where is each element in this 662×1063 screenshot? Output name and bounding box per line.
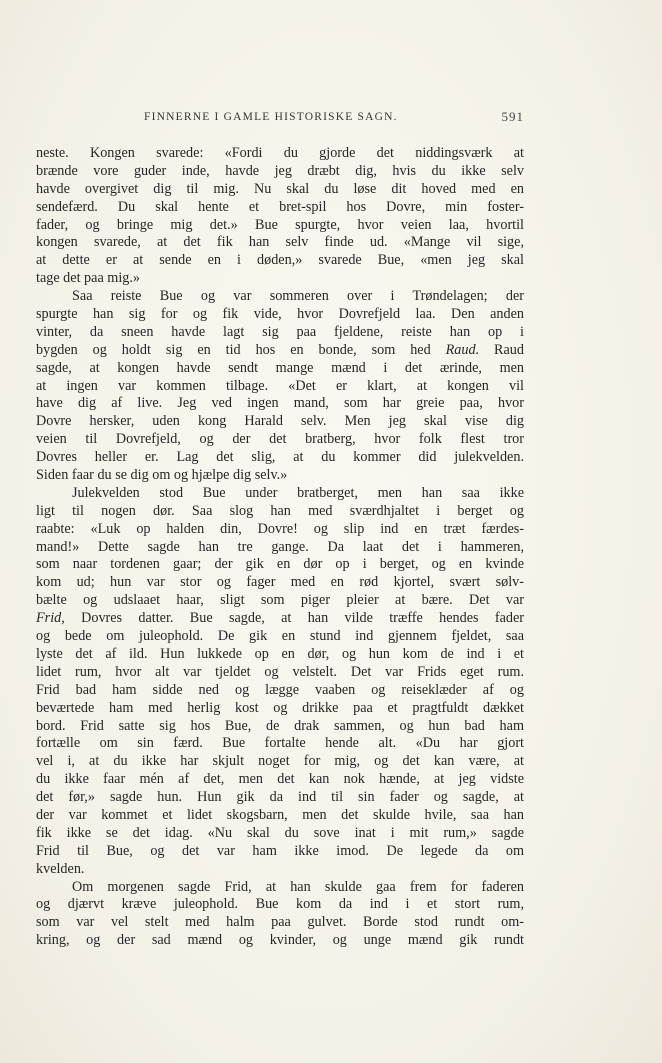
text-line	[36, 807, 524, 825]
text-line	[36, 217, 524, 235]
text-line	[36, 753, 524, 771]
text-line	[36, 592, 524, 610]
line-text: som var vel stelt med halm paa gulvet. Borde stod rundt om-	[36, 914, 524, 931]
line-text-continuation: Dovres datter. Bue sagde, at han vilde træffe hendes fader	[64, 610, 524, 627]
text-line	[36, 378, 524, 396]
text-line	[36, 914, 524, 932]
line-text: Dovres heller er. Lag det slig, at du kommer did julekvelden.	[36, 449, 524, 466]
text-line	[36, 664, 524, 682]
text-line	[36, 431, 524, 449]
text-line	[36, 521, 524, 539]
text-line	[36, 306, 524, 324]
line-text: sagde, at kongen havde sendt mange mænd i det ærinde, men	[36, 359, 524, 376]
line-text: vinter, da sneen havde lagt sig paa fjeldene, reiste han op i	[36, 323, 524, 340]
text-line	[36, 395, 524, 413]
line-text: det før,» sagde hun. Hun gik da ind til sin fader og sagde, at	[36, 789, 524, 806]
line-text: fader, og bringe mig det.» Bue spurgte, hvor veien laa, hvortil	[36, 216, 524, 233]
running-title: FINNERNE I GAMLE HISTORISKE SAGN.	[144, 111, 398, 123]
line-text: ligt til nogen dør. Saa slog han med sværdhjaltet i berget og	[36, 502, 524, 519]
line-text: fik ikke se det idag. «Nu skal du sove inat i mit rum,» sagde	[36, 824, 524, 841]
body-text	[36, 145, 524, 950]
text-line	[36, 145, 524, 163]
text-line	[36, 413, 524, 431]
line-text: Siden faar du se dig om og hjælpe dig selv.»	[36, 467, 288, 484]
line-text: Om morgenen sagde Frid, at han skulde gaa frem for faderen	[72, 878, 524, 895]
line-text: havde overgivet dig til mig. Nu skal du løse dit hoved med en	[36, 180, 524, 197]
line-text: kring, og der sad mænd og kvinder, og unge mænd gik rundt	[36, 932, 524, 949]
line-text: der var kommet et lidet skogsbarn, men det skulde hvile, saa han	[36, 806, 524, 823]
line-text: spurgte han sig for og fik vide, hvor Dovrefjeld laa. Den anden	[36, 306, 524, 323]
text-line	[36, 735, 524, 753]
line-text: fortælle om sin færd. Bue fortalte hende alt. «Du har gjort	[36, 735, 524, 752]
line-text: du ikke faar mén af det, men det kan nok hænde, at jeg vidste	[36, 771, 524, 788]
line-text: Frid til Bue, og det var ham ikke imod. De legede da om	[36, 842, 524, 859]
text-line	[36, 467, 524, 485]
italic-name: Frid,	[36, 610, 65, 627]
line-text-continuation: Raud	[479, 341, 524, 358]
text-line	[36, 324, 524, 342]
line-text: veien til Dovrefjeld, og der det bratberg, hvor folk flest tror	[36, 431, 524, 448]
text-line	[36, 539, 524, 557]
line-text: beværtede ham med herlig kost og drikke paa et pragtfuldt dækket	[36, 699, 524, 716]
text-line	[36, 896, 524, 914]
line-text: have dig af live. Jeg ved ingen mand, som har greie paa, hvor	[36, 395, 524, 412]
line-text: Saa reiste Bue og var sommeren over i Trøndelagen; der	[72, 288, 524, 305]
line-text: bord. Frid satte sig hos Bue, de drak sammen, og hun bad ham	[36, 717, 524, 734]
text-line	[36, 628, 524, 646]
text-line	[36, 556, 524, 574]
line-text: brænde vore guder inde, havde jeg dræbt dig, hvis du ikke selv	[36, 162, 524, 179]
line-text: vel i, at du ikke har skjult noget for mig, og det kan være, at	[36, 753, 524, 770]
text-line	[36, 646, 524, 664]
text-line	[36, 879, 524, 897]
text-line	[36, 181, 524, 199]
line-text: lidet rum, hvor alt var tjeldet og velstelt. Det var Frids eget rum.	[36, 663, 524, 680]
text-line	[36, 252, 524, 270]
text-line	[36, 485, 524, 503]
line-text: kom ud; hun var stor og fager med en rød kjortel, svært sølv-	[36, 574, 524, 591]
text-line	[36, 360, 524, 378]
text-line	[36, 718, 524, 736]
line-text: Frid bad ham sidde ned og lægge vaaben og reiseklæder af og	[36, 681, 524, 698]
text-line	[36, 771, 524, 789]
text-line	[36, 234, 524, 252]
text-line	[36, 825, 524, 843]
text-line	[36, 163, 524, 181]
line-text: og djærvt kræve juleophold. Bue kom da ind i et stort rum,	[36, 896, 524, 913]
text-line	[36, 503, 524, 521]
line-text: mand!» Dette sagde han tre gange. Da laat det i hammeren,	[36, 538, 524, 555]
line-text: bælte og udslaaet haar, sligt som piger pleier at bære. Det var	[36, 592, 524, 609]
text-line	[36, 700, 524, 718]
line-text: som naar tordenen gaar; der gik en dør op i berget, og en kvinde	[36, 556, 524, 573]
page-number: 591	[501, 109, 524, 124]
line-text: bygden og holdt sig en tid hos en bonde, som hed	[36, 341, 446, 358]
line-text: at dette er at sende en i døden,» svarede Bue, «men jeg skal	[36, 252, 524, 269]
text-line	[36, 449, 524, 467]
line-text: Dovre hersker, uden kong Harald selv. Men jeg skal vise dig	[36, 413, 524, 430]
text-line	[36, 843, 524, 861]
text-line	[36, 682, 524, 700]
text-line	[36, 610, 524, 628]
line-text: Julekvelden stod Bue under bratberget, men han saa ikke	[72, 484, 524, 501]
text-line	[36, 789, 524, 807]
italic-name: Raud.	[445, 341, 480, 358]
line-text: at ingen var kommen tilbage. «Det er klart, at kongen vil	[36, 377, 524, 394]
running-head	[36, 111, 524, 127]
line-text: og bede om juleophold. De gik en stund ind gjennem fjeldet, saa	[36, 628, 524, 645]
line-text: lyste det af ild. Hun lukkede op en dør, og hun kom de ind i et	[36, 645, 524, 662]
line-text: raabte: «Luk op halden din, Dovre! og slip ind en træt færdes-	[36, 520, 524, 537]
text-line	[36, 199, 524, 217]
line-text: neste. Kongen svarede: «Fordi du gjorde det niddingsværk at	[36, 145, 524, 161]
line-text: kvelden.	[36, 860, 85, 877]
text-line	[36, 270, 524, 288]
text-line	[36, 932, 524, 950]
text-line	[36, 342, 524, 360]
text-line	[36, 574, 524, 592]
text-line	[36, 288, 524, 306]
line-text: kongen svarede, at det fik han selv finde ud. «Mange vil sige,	[36, 234, 524, 251]
line-text: sendefærd. Du skal hente et bret-spil hos Dovre, min foster-	[36, 198, 524, 215]
line-text: tage det paa mig.»	[36, 270, 141, 287]
text-line	[36, 861, 524, 879]
